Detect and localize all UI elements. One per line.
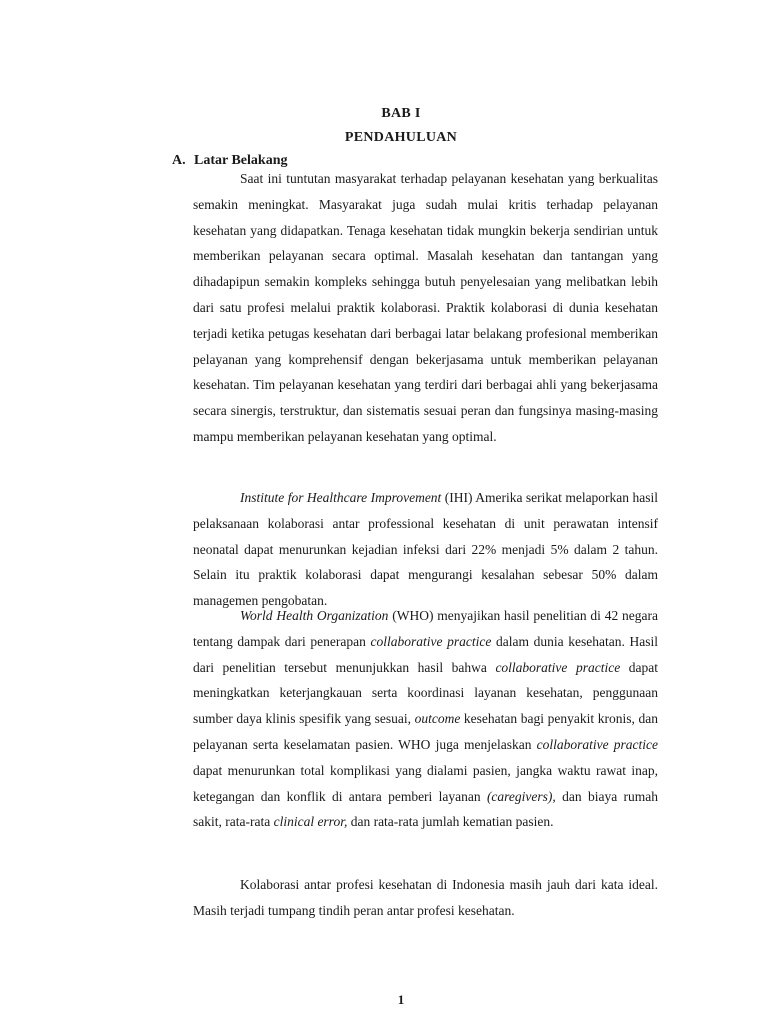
section-number: A. xyxy=(172,153,186,168)
italic-term: collaborative practice xyxy=(536,736,658,752)
page-number: 1 xyxy=(397,992,405,1007)
chapter-title: PENDAHULUAN xyxy=(344,130,458,145)
italic-term: collaborative practice xyxy=(495,659,621,675)
italic-term: World Health Organization xyxy=(240,608,389,623)
italic-term: Institute for Healthcare Improvement xyxy=(240,490,442,505)
text-run: dapat menurunkan total komplikasi yang dialami pasien, jangka waktu rawat inap, ketegangan dan konflik di antara pemberi layanan xyxy=(193,762,658,804)
text-run: dan rata-rata jumlah kematian pasien. xyxy=(347,814,554,830)
italic-term: (caregivers), xyxy=(486,788,556,804)
text-run: dalam dunia kesehatan. Hasil dari penelitian tersebut menunjukkan hasil bahwa xyxy=(193,633,659,675)
italic-term: collaborative practice xyxy=(370,633,492,649)
text-run: (IHI) Amerika serikat melaporkan hasil pelaksanaan kolaborasi antar professional kesehatan di unit perawatan intensif neonatal dapat menurunkan kejadian infeksi dari 22% menjadi 5% dalam 2 tahun. Selain itu praktik kolaborasi dapat mengurangi kesalahan sebesar 50% dalam managemen pengobatan. xyxy=(193,490,658,609)
paragraph-1 xyxy=(193,166,658,450)
paragraph-4 xyxy=(193,872,658,924)
paragraph-text: Kolaborasi antar profesi kesehatan di Indonesia masih jauh dari kata ideal. Masih terjadi tumpang tindih peran antar profesi kesehatan. xyxy=(193,877,658,918)
paragraph-2 xyxy=(193,485,658,614)
paragraph-text xyxy=(193,603,658,835)
paragraph-text: Saat ini tuntutan masyarakat terhadap pelayanan kesehatan yang berkualitas semakin meningkat. Masyarakat juga sudah mulai kritis terhadap pelayanan kesehatan yang didapatkan. Tenaga kesehatan tidak mungkin bekerja sendirian untuk memberikan pelayanan secara optimal. Masalah kesehatan dan tantangan yang dihadapipun semakin kompleks sehingga butuh penyelesaian yang melibatkan lebih dari satu profesi melalui praktik kolaborasi. Praktik kolaborasi di dunia kesehatan terjadi ketika petugas kesehatan dari berbagai latar belakang profesional memberikan pelayanan yang komprehensif dengan bekerjasama untuk memberikan pelayanan kesehatan. Tim pelayanan kesehatan yang terdiri dari berbagai ahli yang bekerjasama secara sinergis, terstruktur, dan sistematis sesuai peran dan fungsinya masing-masing mampu memberikan pelayanan kesehatan yang optimal. xyxy=(193,171,658,444)
text-run: dapat meningkatkan keterjangkauan serta koordinasi layanan kesehatan, penggunaan sumber daya klinis spesifik yang sesuai, xyxy=(193,659,658,727)
paragraph-3 xyxy=(193,603,658,835)
section-title: Latar Belakang xyxy=(194,153,288,168)
text-run: dan biaya rumah sakit, rata-rata xyxy=(193,788,658,830)
text-run: (WHO) menyajikan hasil penelitian di 42 negara tentang dampak dari penerapan xyxy=(193,608,658,649)
text-run: kesehatan bagi penyakit kronis, dan pelayanan serta keselamatan pasien. WHO juga menjelaskan xyxy=(193,711,658,752)
italic-term: outcome xyxy=(414,711,461,727)
italic-term: clinical error, xyxy=(273,814,348,830)
paragraph-text xyxy=(193,485,658,614)
chapter-number: BAB I xyxy=(381,106,421,121)
